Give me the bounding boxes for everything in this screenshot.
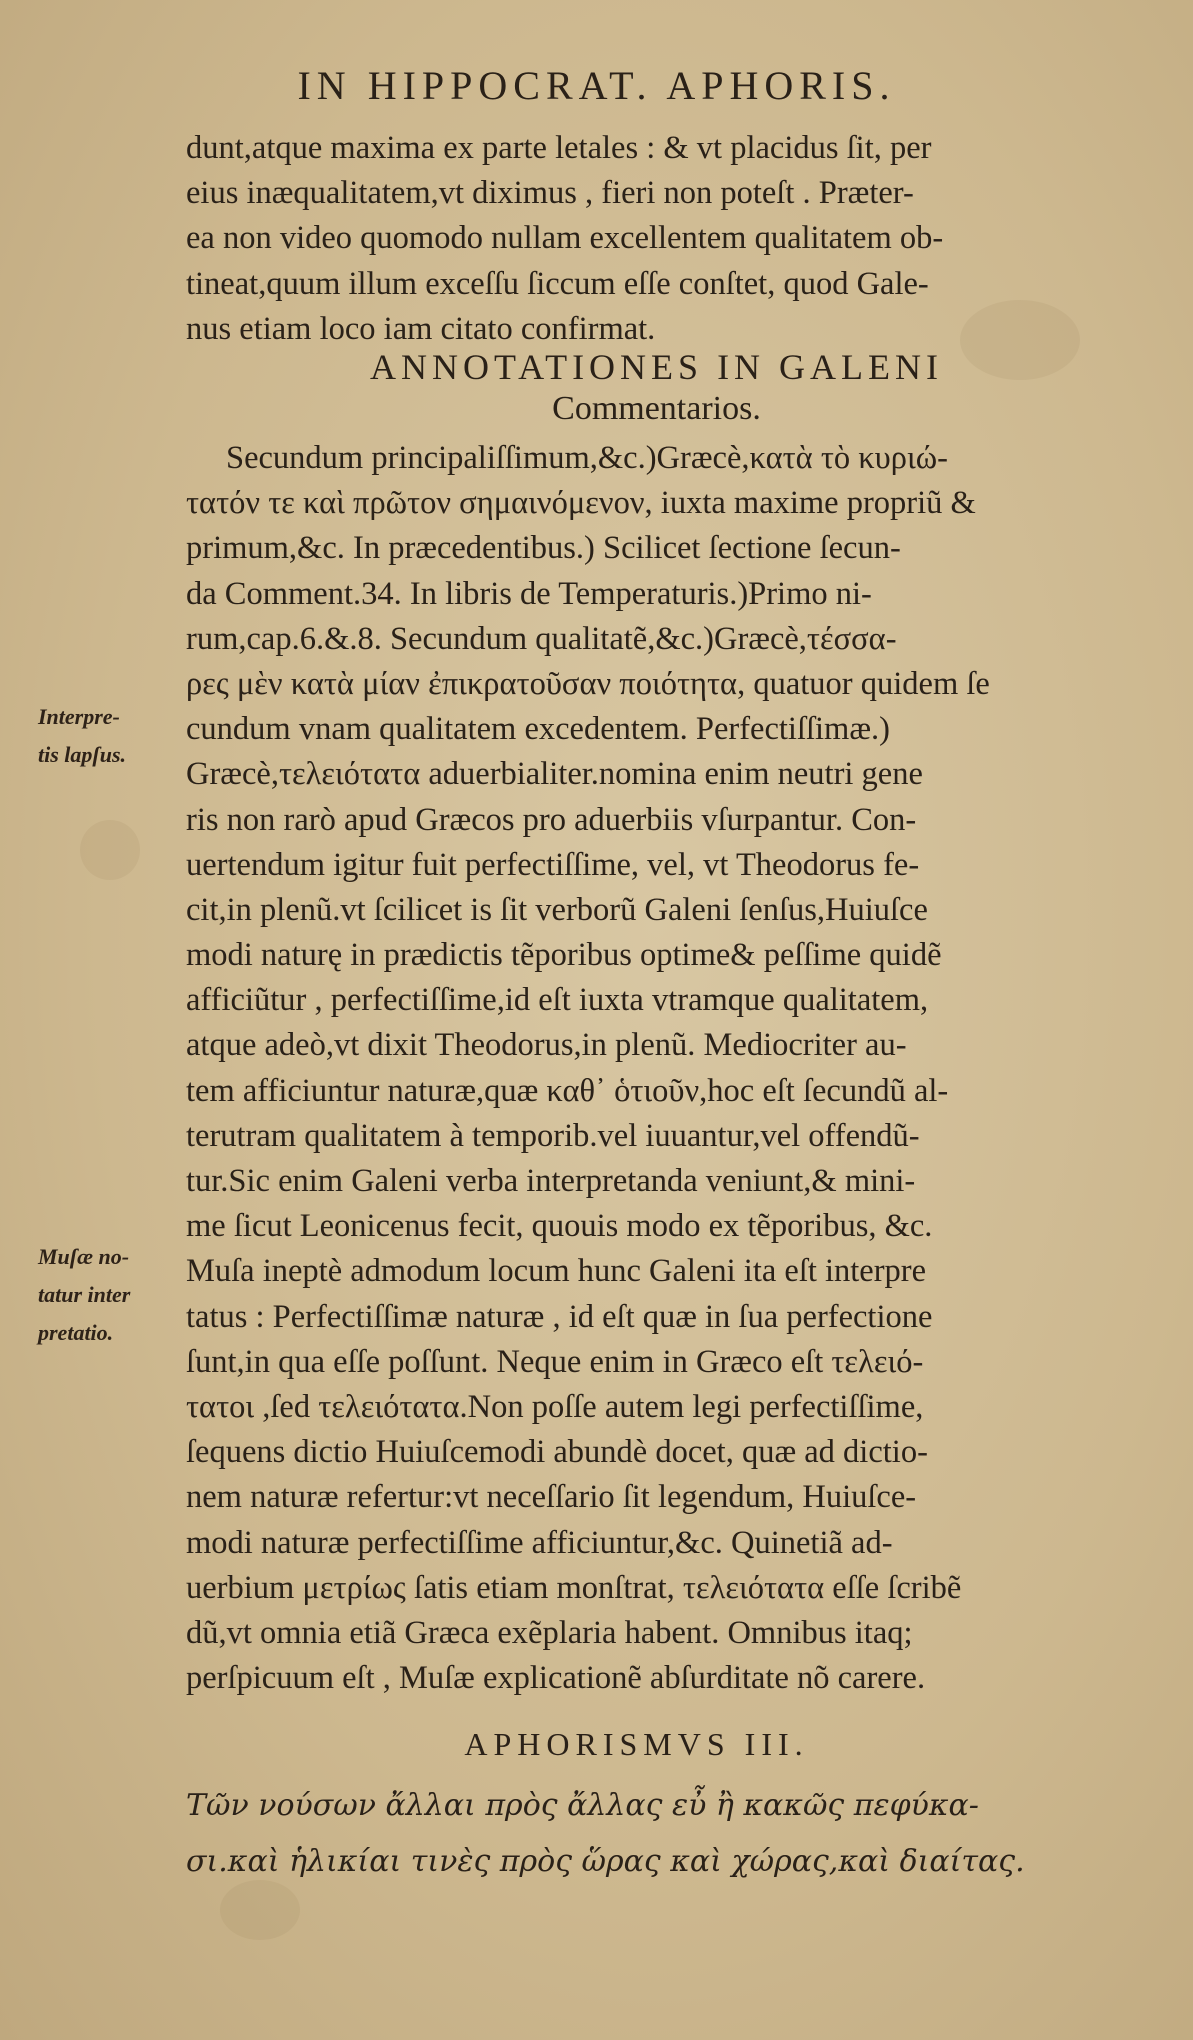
text-line: modi naturæ perfectiſſime afficiuntur,&c. Quinetiã ad- — [186, 1524, 893, 1561]
greek-line: Τῶν νούσων ἄλλαι πρὸς ἄλλας εὖ ἢ κακῶς πεφύκα- — [186, 1788, 979, 1823]
greek-aphorism-text — [186, 1778, 1166, 1890]
text-line: nem naturæ refertur:vt neceſſario ſit legendum, Huiuſce- — [186, 1479, 917, 1516]
margin-note-line: tatur inter — [38, 1282, 131, 1307]
running-head: IN HIPPOCRAT. APHORIS. — [297, 63, 896, 108]
text-line: cundum vnam qualitatem excedentem. Perfectiſſimæ.) — [186, 711, 890, 748]
text-line: me ſicut Leonicenus fecit, quouis modo ex tẽporibus, &c. — [186, 1208, 933, 1245]
intro-paragraph — [186, 126, 1146, 352]
text-line: ſequens dictio Huiuſcemodi abundè docet, quæ ad dictio- — [186, 1434, 928, 1471]
text-line: Græcè,τελειότατα aduerbialiter.nomina enim neutri gene — [186, 756, 923, 793]
text-line: dũ,vt omnia etiã Græca exẽplaria habent. Omnibus itaq; — [186, 1614, 913, 1651]
annotations-subheading: Commentarios. — [552, 390, 761, 427]
margin-note-musa-interpretation — [38, 1238, 188, 1352]
text-line: perſpicuum eſt , Muſæ explicationẽ abſurditate nõ carere. — [186, 1660, 926, 1697]
text-line: ſunt,in qua eſſe poſſunt. Neque enim in Græco eſt τελειό- — [186, 1343, 924, 1380]
text-line: ris non rarò apud Græcos pro aduerbiis vſurpantur. Con- — [186, 801, 917, 838]
text-line: da Comment.34. In libris de Temperaturis.)Primo ni- — [186, 575, 872, 612]
margin-note-interpreter-lapse — [38, 698, 188, 774]
text-line: tineat,quum illum exceſſu ſiccum eſſe conſtet, quod Gale- — [186, 265, 929, 302]
margin-note-line: Interpre- — [38, 704, 120, 729]
annotations-heading: ANNOTATIONES IN GALENI — [369, 347, 944, 387]
text-line: τατοι ,ſed τελειότατα.Non poſſe autem legi perfectiſſime, — [186, 1388, 924, 1425]
paper-stain — [80, 820, 140, 880]
aphorism-heading: APHORISMVS III. — [464, 1726, 809, 1762]
text-line: nus etiam loco iam citato confirmat. — [186, 310, 656, 347]
text-line: uertendum igitur fuit perfectiſſime, vel, vt Theodorus fe- — [186, 846, 920, 883]
text-line: primum,&c. In præcedentibus.) Scilicet ſectione ſecun- — [186, 530, 901, 567]
margin-note-line: Muſæ no- — [38, 1244, 130, 1269]
text-line: eius inæqualitatem,vt diximus , fieri non poteſt . Præter- — [186, 175, 914, 212]
text-line: cit,in plenũ.vt ſcilicet is ſit verborũ Galeni ſenſus,Huiuſce — [186, 891, 928, 928]
text-line: dunt,atque maxima ex parte letales : & vt placidus ſit, per — [186, 130, 932, 166]
text-line: rum,cap.6.&.8. Secundum qualitatẽ,&c.)Græcè,τέσσα- — [186, 620, 897, 657]
text-line: modi naturę in prædictis tẽporibus optime& peſſime quidẽ — [186, 937, 942, 974]
annotations-paragraph — [186, 436, 1146, 1701]
margin-note-line: pretatio. — [38, 1320, 114, 1345]
text-line: Secundum principaliſſimum,&c.)Græcè,κατὰ τὸ κυριώ- — [226, 440, 948, 476]
greek-line: σι.καὶ ἡλικίαι τινὲς πρὸς ὥρας καὶ χώρας,καὶ διαίτας. — [186, 1844, 1025, 1879]
text-line: ρες μὲν κατὰ μίαν ἐπικρατοῦσαν ποιότητα, quatuor quidem ſe — [186, 665, 990, 702]
text-line: τατόν τε καὶ πρῶτον σημαινόμενον, iuxta maxime propriũ & — [186, 485, 976, 522]
text-line: atque adeò,vt dixit Theodorus,in plenũ. Mediocriter au- — [186, 1027, 907, 1064]
text-line: tatus : Perfectiſſimæ naturæ , id eſt quæ in ſua perfectione — [186, 1298, 933, 1335]
margin-note-line: tis lapſus. — [38, 742, 127, 767]
text-line: Muſa ineptè admodum locum hunc Galeni ita eſt interpre — [186, 1253, 927, 1290]
text-line: afficiũtur , perfectiſſime,id eſt iuxta vtramque qualitatem, — [186, 982, 929, 1019]
text-line: tur.Sic enim Galeni verba interpretanda veniunt,& mini- — [186, 1163, 916, 1199]
text-line: ea non video quomodo nullam excellentem qualitatem ob- — [186, 220, 944, 257]
text-line: tem afficiuntur naturæ,quæ καθ᾽ ὁτιοῦν,hoc eſt ſecundũ al- — [186, 1072, 949, 1109]
text-line: terutram qualitatem à temporib.vel iuuantur,vel offendũ- — [186, 1117, 920, 1154]
text-line: uerbium μετρίως ſatis etiam monſtrat, τελειότατα eſſe ſcribẽ — [186, 1569, 962, 1606]
